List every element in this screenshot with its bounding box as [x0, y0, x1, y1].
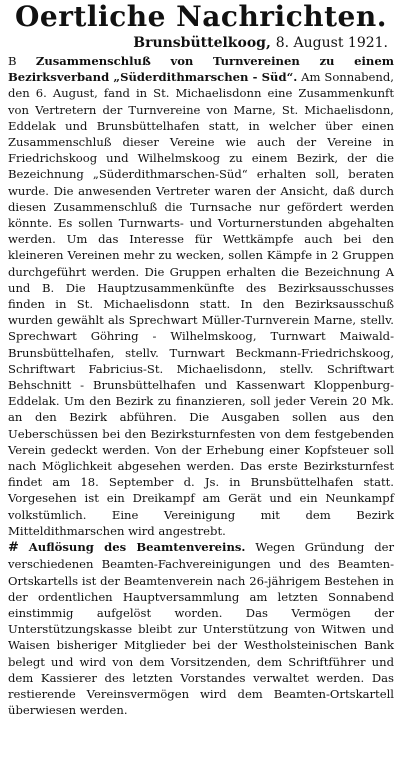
headline: Oertliche Nachrichten.: [15, 0, 387, 33]
article-beamtenverein: [8, 539, 394, 718]
dateline: [8, 34, 394, 53]
dateline-place: Brunsbüttelkoog,: [133, 35, 271, 51]
article-turnvereine-text: Am Sonnabend, den 6. August, fand in St. Michaelisdonn eine Zusammenkunft von Vertretern der Turnvereine von Marne, St. Michaelisdonn, Eddelak und Brunsbüttelhafen statt, in welcher über einen Zusammenschluß dieser Vereine wie auch der Vereine in Friedrichskoog und Wilhelmskoog zu einem Bezirk, der die Bezeichnung „Süderdithmarschen-Süd“ erhalten soll, beraten wurde. Die anwesenden Vertreter waren der Ansicht, daß durch diesen Zusammenschluß die Turnsache nur gefördert werden könnte. Es sollen Turnwarts- und Vorturnerstunden abgehalten werden. Um das Interesse für Wettkämpfe auch bei den kleineren Vereinen mehr zu wecken, sollen Kämpfe in 2 Gruppen durchgeführt werden. Die Gruppen erhalten die Bezeichnung A und B. Die Hauptzusammenkünfte des Bezirksausschusses finden in St. Michaelisdonn statt. In den Bezirksausschuß wurden gewählt als Sprechwart Müller-Turnverein Marne, stellv. Sprechwart Göhring - Wilhelmskoog, Turnwart Maiwald-Brunsbüttelhafen, stellv. Turnwart Beckmann-Friedrichskoog, Schriftwart Fabricius-St. Michaelisdonn, stellv. Schriftwart Behschnitt - Brunsbüttelhafen und Kassenwart Kloppenburg-Eddelak. Um den Bezirk zu finanzieren, soll jeder Verein 20 Mk. an den Bezirk abführen. Die Ausgaben sollen aus den Ueberschüssen bei den Bezirksturnfesten von dem festgebenden Verein gedeckt werden. Von der Erhebung einer Kopfsteuer soll nach Möglichkeit abgesehen werden. Das erste Bezirksturnfest findet am 18. September d. Js. in Brunsbüttelhafen statt. Vorgesehen ist ein Dreikampf am Gerät und ein Neunkampf volkstümlich. Eine Vereinigung mit dem Bezirk Mitteldithmarschen wird angestrebt.: [8, 70, 394, 538]
article-body: [8, 53, 394, 718]
article-beamtenverein-headline: Auflösung des Beamtenvereins.: [28, 540, 246, 555]
article-turnvereine: [8, 53, 394, 539]
article-initial: B: [8, 54, 17, 68]
article-marker: #: [8, 540, 19, 556]
article-turnvereine-headline: Zusammenschluß von Turnvereinen zu einem Bezirksverband „Süderdithmarschen - Süd“.: [8, 54, 395, 85]
article-beamtenverein-text: Wegen Gründung der verschiedenen Beamten-Fachvereinigungen und des Beamten-Ortskartells ist der Beamtenverein nach 26-jährigem Bestehen in der ordentlichen Hauptversammlung am letzten Sonnabend einstimmig aufgelöst worden. Das Vermögen der Unterstützungskasse bleibt zur Unterstützung von Witwen und Waisen bisheriger Mitglieder bei der Westholsteinischen Bank belegt und wird von dem Vorsitzenden, dem Schriftführer und dem Kassierer des letzten Vorstandes verwaltet werden. Das restierende Vereinsvermögen wird dem Beamten-Ortskartell überwiesen werden.: [8, 540, 395, 718]
dateline-date: 8. August 1921.: [275, 35, 388, 51]
